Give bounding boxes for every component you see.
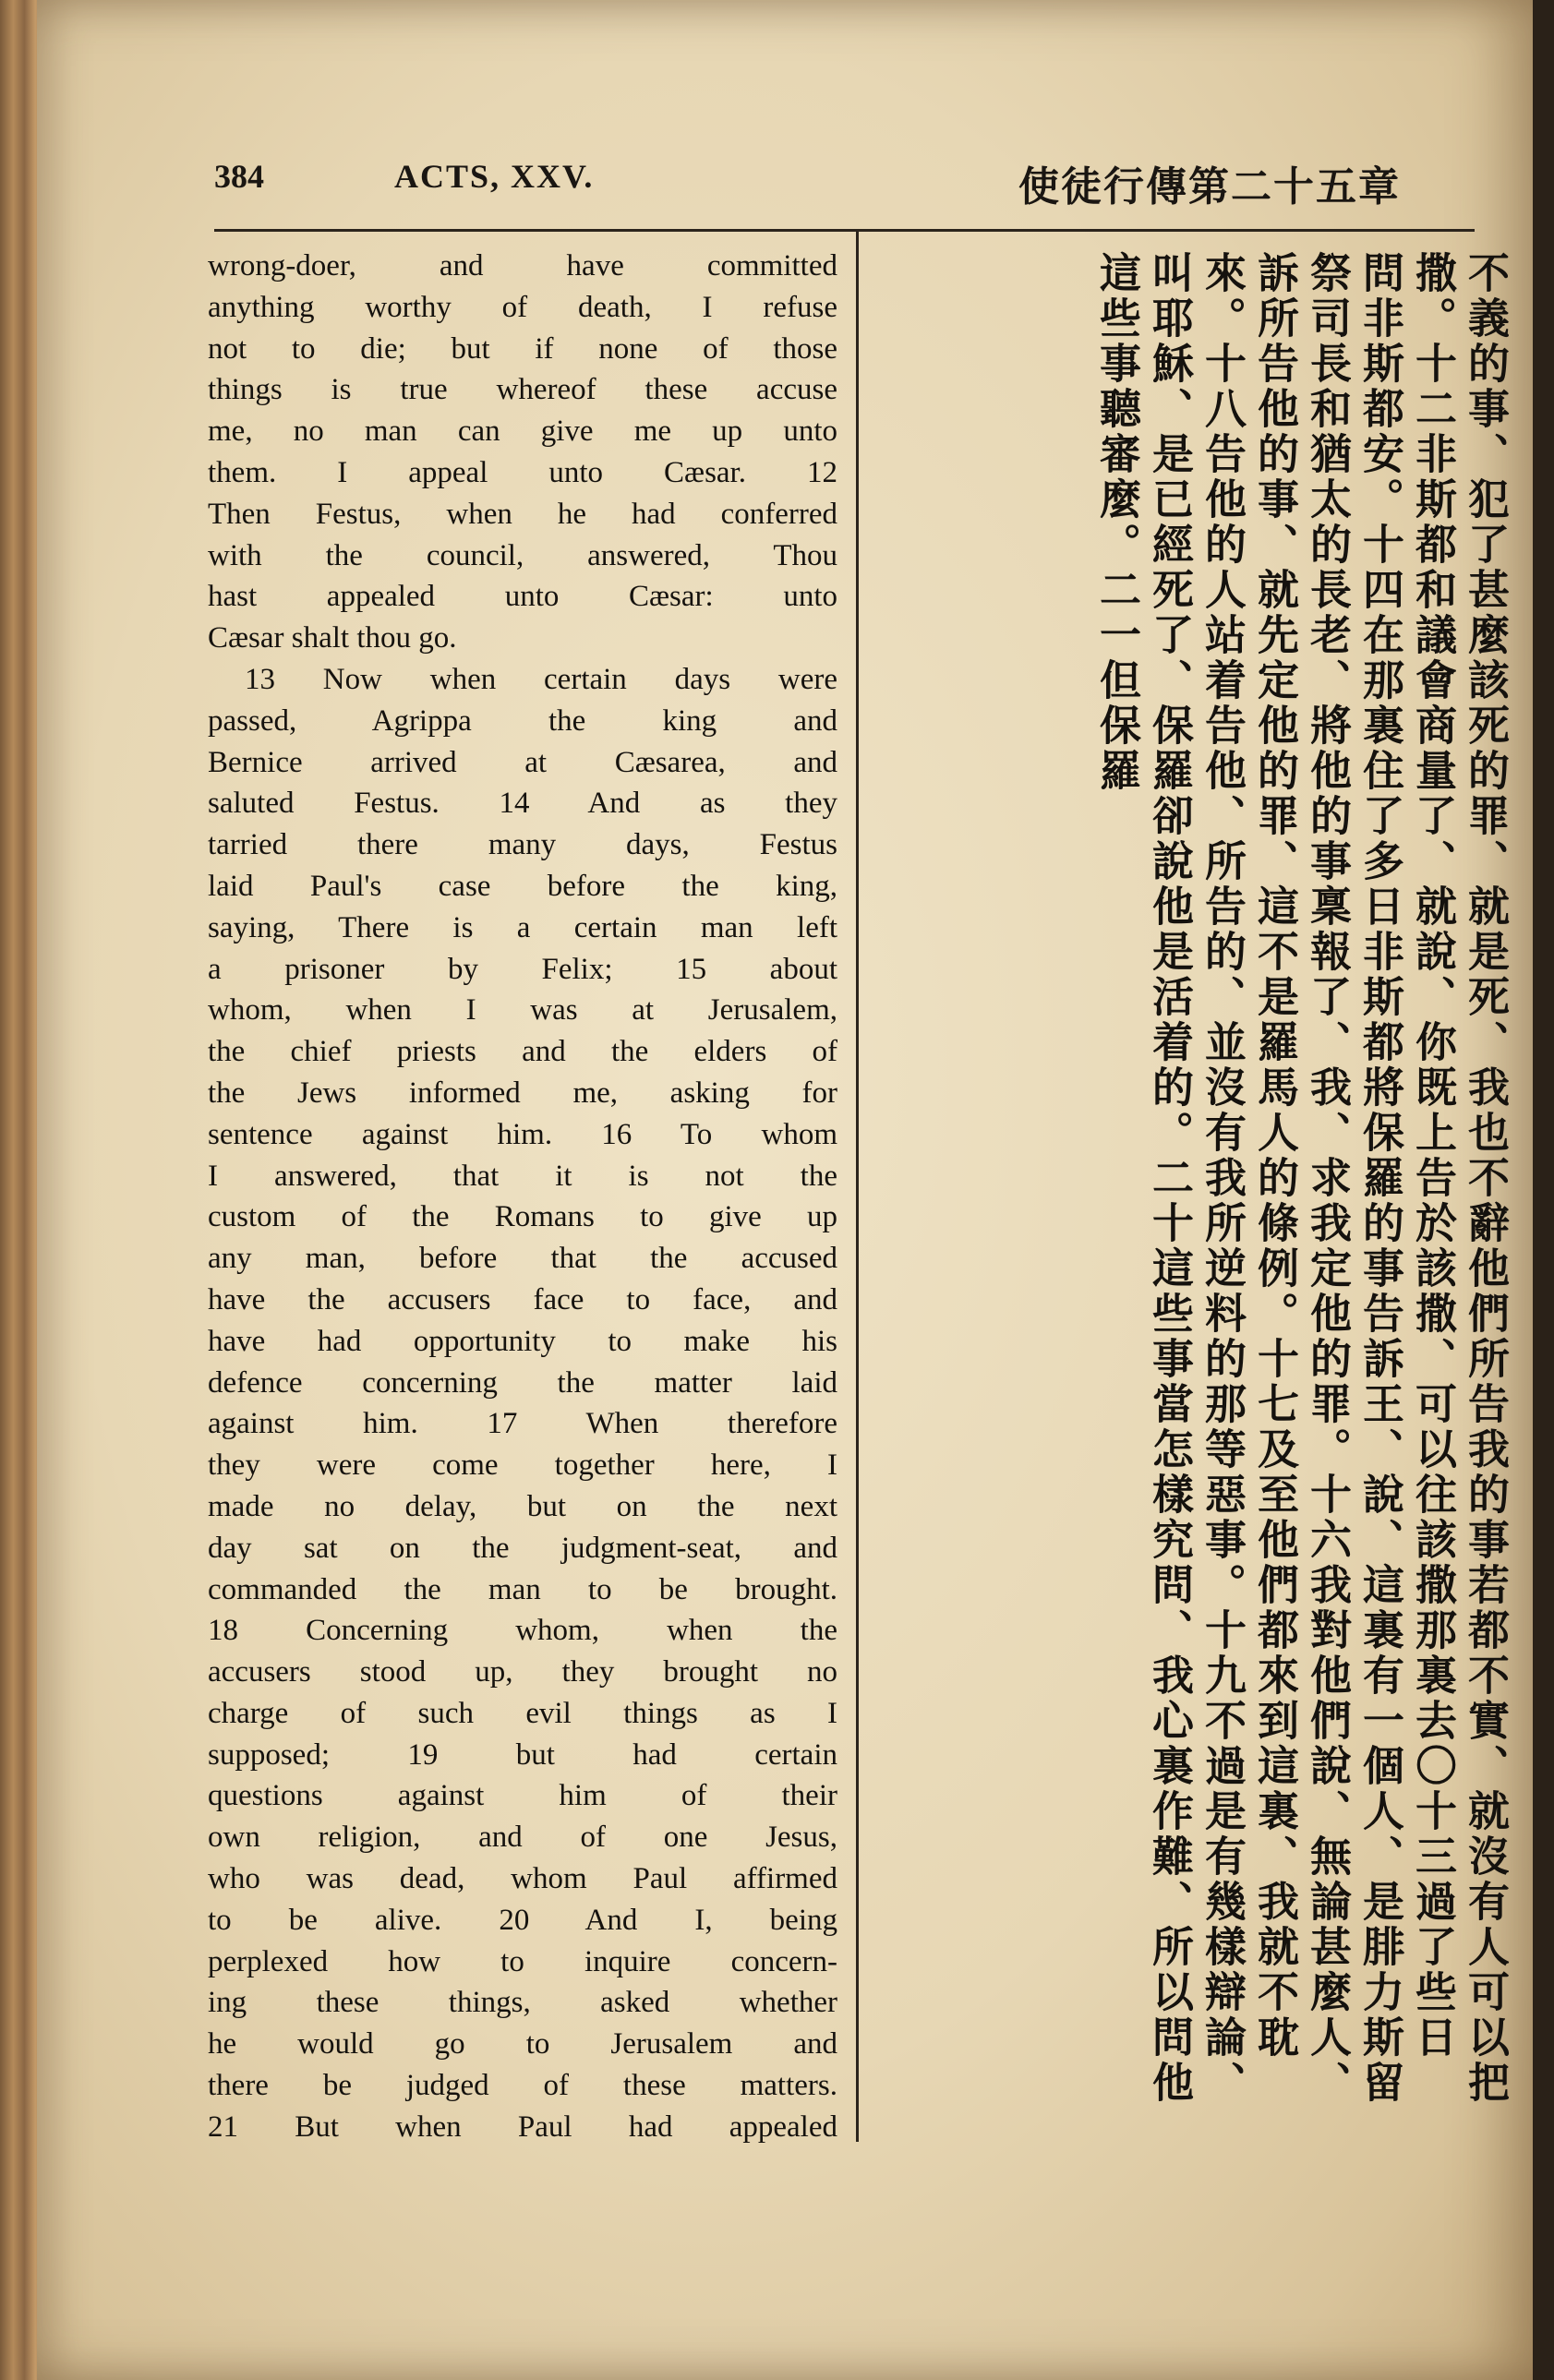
page-header (214, 157, 1401, 212)
english-line: them. I appeal unto Cæsar. 12 (208, 455, 837, 489)
english-line: hast appealed unto Cæsar: unto (208, 580, 837, 614)
english-line: commanded the man to be brought. (208, 1572, 837, 1606)
english-line: wrong-doer, and have committed (208, 249, 837, 282)
english-line: questions against him of their (208, 1779, 837, 1813)
chinese-line: 叫耶穌、是已經死了、保羅卻說他是活着的。二十這些事當怎樣究問、我心裏作難、所以問他 (1145, 251, 1194, 2106)
column-divider (856, 231, 859, 2142)
english-line: laid Paul's case before the king, (208, 869, 837, 903)
running-title-chinese: 使徒行傳第二十五章 (1018, 163, 1401, 210)
english-line: charge of such evil things as I (208, 1696, 837, 1730)
english-line: the Jews informed me, asking for (208, 1076, 837, 1110)
english-line: whom, when I was at Jerusalem, (208, 993, 837, 1028)
english-line: Then Festus, when he had conferred (208, 497, 837, 531)
chinese-line: 問非斯都安。十四在那裏住了多日非斯都將保羅的事告訴王、說、這裏有一個人、是腓力斯留 (1355, 251, 1404, 2106)
english-line: anything worthy of death, I refuse (208, 290, 837, 324)
english-line: who was dead, whom Paul affirmed (208, 1862, 837, 1896)
english-line: sentence against him. 16 To whom (208, 1117, 837, 1151)
english-line: saluted Festus. 14 And as they (208, 787, 837, 821)
chinese-line: 訴所告他的事、就先定他的罪、這不是羅馬人的條例。十七及至他們都來到這裏、我就不耽 (1250, 251, 1299, 2061)
english-line: I answered, that it is not the (208, 1159, 837, 1193)
page-number: 384 (214, 158, 264, 195)
english-line: supposed; 19 but had certain (208, 1737, 837, 1772)
english-line: custom of the Romans to give up (208, 1200, 837, 1234)
english-line: any man, before that the accused (208, 1242, 837, 1276)
english-line: perplexed how to inquire concern- (208, 1944, 837, 1978)
english-line: own religion, and of one Jesus, (208, 1821, 837, 1855)
english-line: me, no man can give me up unto (208, 415, 837, 449)
english-line: day sat on the judgment-seat, and (208, 1531, 837, 1565)
english-line: defence concerning the matter laid (208, 1365, 837, 1400)
running-title: ACTS, XXV. (394, 158, 595, 195)
chinese-line: 撒。十二非斯都和議會商量了、就說、你既上告於該撒、可以往該撒那裏去〇十三過了些日 (1408, 251, 1457, 2061)
english-line: made no delay, but on the next (208, 1489, 837, 1523)
english-line: tarried there many days, Festus (208, 828, 837, 862)
english-line: accusers stood up, they brought no (208, 1655, 837, 1689)
english-line: 18 Concerning whom, when the (208, 1614, 837, 1648)
english-line: ing these things, asked whether (208, 1986, 837, 2020)
english-line: a prisoner by Felix; 15 about (208, 952, 837, 986)
english-text-column (208, 246, 837, 2148)
english-line: have the accusers face to face, and (208, 1282, 837, 1316)
english-line: have had opportunity to make his (208, 1324, 837, 1358)
chinese-text-column (873, 251, 1510, 2134)
english-line: 13 Now when certain days were (245, 662, 837, 696)
english-line: passed, Agrippa the king and (208, 703, 837, 738)
chinese-line: 這些事聽審麼。二一但保羅 (1092, 251, 1141, 794)
english-line: against him. 17 When therefore (208, 1407, 837, 1441)
chinese-line: 來。十八告他的人站着告他、所告的、並沒有我所逆料的那等惡事。十九不過是有幾樣辯論、 (1198, 251, 1247, 2106)
english-line: things is true whereof these accuse (208, 373, 837, 407)
english-line: to be alive. 20 And I, being (208, 1903, 837, 1937)
english-line: 21 But when Paul had appealed (208, 2110, 837, 2144)
english-line: they were come together here, I (208, 1448, 837, 1483)
english-line: he would go to Jerusalem and (208, 2027, 837, 2061)
chinese-line: 祭司長和猶太的長老、將他的事稟報了、我、求我定他的罪。十六我對他們說、無論甚麼人、 (1303, 251, 1352, 2106)
english-line: with the council, answered, Thou (208, 538, 837, 572)
english-line: Cæsar shalt thou go. (208, 621, 457, 655)
english-line: Bernice arrived at Cæsarea, and (208, 745, 837, 779)
chinese-line: 不義的事、犯了甚麼該死的罪、就是死、我也不辭他們所告我的事若都不實、就沒有人可以把 (1461, 251, 1510, 2106)
english-line: not to die; but if none of those (208, 331, 837, 366)
english-line: there be judged of these matters. (208, 2069, 837, 2103)
english-line: saying, There is a certain man left (208, 910, 837, 944)
header-rule (214, 229, 1475, 232)
english-line: the chief priests and the elders of (208, 1035, 837, 1069)
